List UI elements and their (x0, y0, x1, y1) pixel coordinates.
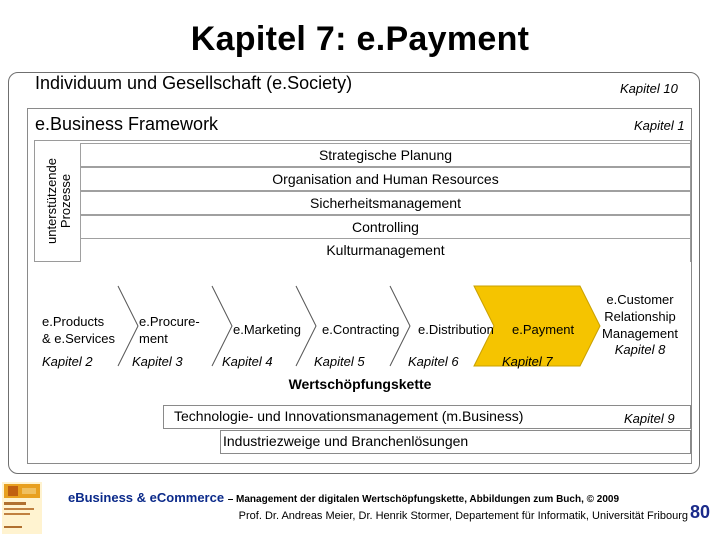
crm-line3: Management (602, 326, 678, 341)
chain-item-procurement-name2: ment (139, 331, 168, 346)
chain-item-products-name1: e.Products (42, 314, 105, 329)
society-chapter: Kapitel 10 (620, 81, 678, 96)
support-label-line1: unterstützende (44, 157, 59, 245)
chain-item-distribution: e.Distribution (418, 322, 494, 337)
layer-controlling: Controlling (80, 215, 690, 239)
crm-chapter: Kapitel 8 (614, 342, 666, 357)
support-label-line2: Prozesse (58, 173, 73, 229)
chain-item-marketing: e.Marketing (233, 322, 301, 337)
chain-item-procurement (139, 313, 200, 347)
layer-culture-management: Kulturmanagement (80, 238, 690, 262)
layer-security-management: Sicherheitsmanagement (80, 191, 690, 215)
chain-item-procurement-name1: e.Procure- (139, 314, 200, 329)
layer-organisation-hr: Organisation and Human Resources (80, 167, 690, 191)
technology-chapter: Kapitel 9 (624, 411, 675, 426)
framework-chapter: Kapitel 1 (634, 118, 685, 133)
framework-label: e.Business Framework (35, 114, 219, 134)
chain-item-contracting: e.Contracting (322, 322, 400, 337)
chain-item-contracting-chapter: Kapitel 5 (314, 354, 365, 369)
footer-authors: Prof. Dr. Andreas Meier, Dr. Henrik Stormer, Departement für Informatik, Universität Fribourg (238, 510, 688, 522)
chain-item-procurement-chapter: Kapitel 3 (132, 354, 183, 369)
chain-item-marketing-chapter: Kapitel 4 (222, 354, 273, 369)
footer-title (68, 490, 688, 505)
chain-item-products-name2: & e.Services (42, 331, 115, 346)
crm-line1: e.Customer (606, 292, 674, 307)
chain-item-crm (590, 291, 690, 357)
footer-subtitle: – Management der digitalen Wertschöpfungskette, Abbildungen zum Buch, © 2009 (227, 494, 620, 505)
value-chain-label: Wertschöpfungskette (288, 376, 432, 392)
chain-item-payment: e.Payment (512, 322, 575, 337)
chain-item-payment-chapter: Kapitel 7 (502, 354, 553, 369)
layer-strategic-planning: Strategische Planung (80, 143, 690, 167)
book-cover-logo-icon (2, 482, 42, 534)
industry-label: Industriezweige und Branchenlösungen (223, 433, 469, 449)
page-number: 80 (690, 502, 711, 522)
support-processes-label (38, 141, 80, 261)
footer-brand: eBusiness & eCommerce (68, 490, 225, 505)
chain-item-distribution-chapter: Kapitel 6 (408, 354, 459, 369)
chain-item-products (42, 313, 115, 347)
crm-line2: Relationship (604, 309, 676, 324)
slide-title: Kapitel 7: e.Payment (190, 20, 530, 58)
society-label: Individuum und Gesellschaft (e.Society) (35, 73, 353, 93)
chain-item-products-chapter: Kapitel 2 (42, 354, 93, 369)
technology-label: Technologie- und Innovationsmanagement (m.Business) (174, 408, 524, 424)
